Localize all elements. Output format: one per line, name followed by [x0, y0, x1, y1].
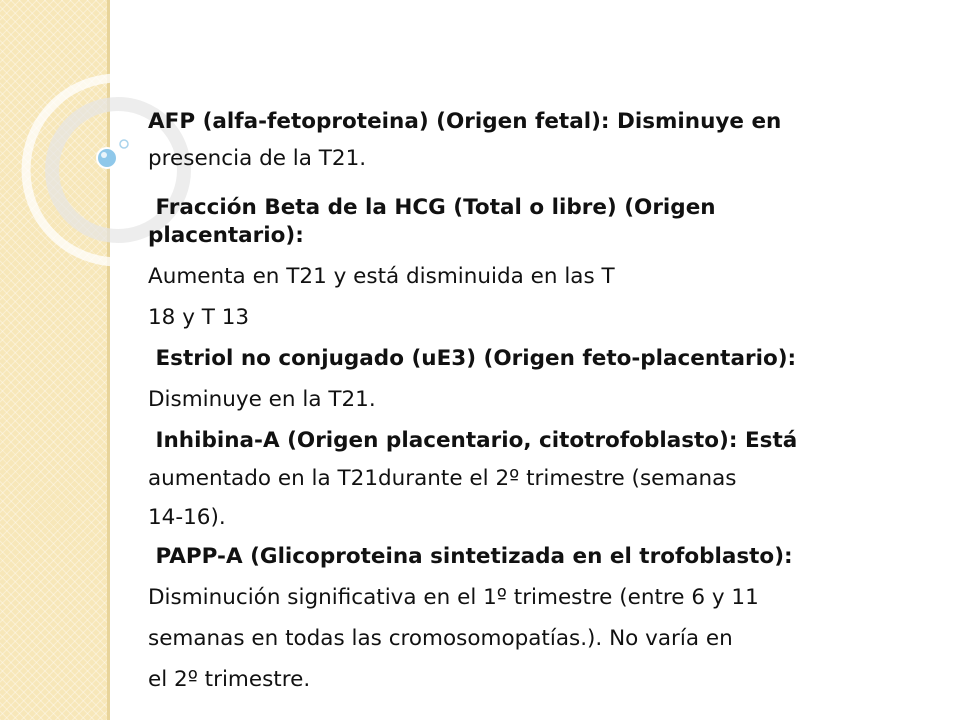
text-line: Disminuye en la T21. [148, 387, 376, 412]
text-line: semanas en todas las cromosomopatías.). No varía en [148, 626, 733, 651]
text-line: aumentado en la T21durante el 2º trimestre (semanas [148, 466, 737, 491]
text-line: Estriol no conjugado (uE3) (Origen feto-placentario): [148, 346, 797, 371]
text-line: AFP (alfa-fetoproteina) (Origen fetal): Disminuye en [148, 109, 782, 134]
text-line: Disminución significativa en el 1º trimestre (entre 6 y 11 [148, 585, 759, 610]
bubble-highlight [101, 152, 107, 158]
text-line: Fracción Beta de la HCG (Total o libre) (Origen [148, 195, 716, 220]
text-line: placentario): [148, 223, 304, 248]
text-line: presencia de la T21. [148, 146, 367, 171]
text-line: Inhibina-A (Origen placentario, citotrofoblasto): Está [148, 428, 798, 453]
text-line: PAPP-A (Glicoproteina sintetizada en el trofoblasto): [148, 544, 793, 569]
small-bubble-icon [120, 140, 128, 148]
text-line: 14-16). [148, 505, 226, 530]
text-line: 18 y T 13 [148, 305, 250, 330]
text-line: el 2º trimestre. [148, 667, 311, 692]
blue-bubble-icon [97, 148, 117, 168]
text-line: Aumenta en T21 y está disminuida en las T [148, 264, 615, 289]
